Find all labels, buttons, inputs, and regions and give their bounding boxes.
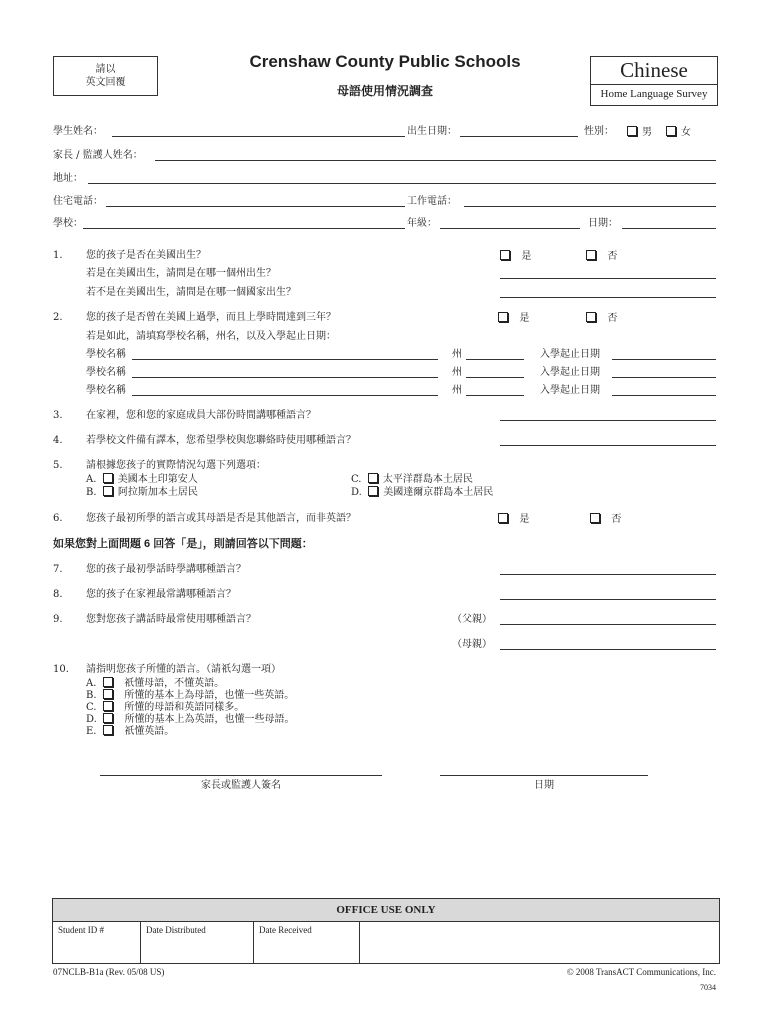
q2-state-input-1[interactable] — [466, 359, 524, 360]
option-text: 所懂的母語和英語同樣多。 — [124, 702, 245, 713]
q8-text: 您的孩子在家裡最常講哪種語言？ — [86, 589, 236, 600]
option-text: 阿拉斯加本土居民 — [117, 487, 198, 498]
no-label: 否 — [607, 251, 618, 262]
q7-text: 您的孩子最初學話時學講哪種語言？ — [86, 564, 246, 575]
yes-label: 是 — [521, 251, 532, 262]
checkbox-icon — [498, 513, 508, 523]
checkbox-icon — [498, 312, 508, 322]
q6-number: 6. — [53, 513, 63, 524]
q7-number: 7. — [53, 564, 63, 575]
checkbox-icon — [666, 126, 676, 136]
q5-option-d[interactable] — [351, 486, 493, 499]
address-input[interactable] — [88, 183, 716, 184]
q3-number: 3. — [53, 410, 63, 421]
q5-option-a[interactable] — [86, 473, 198, 486]
q4-number: 4. — [53, 435, 63, 446]
date-distributed-label: Date Distributed — [146, 925, 206, 935]
student-id-cell[interactable] — [53, 922, 141, 963]
q2-sub: 若是如此，請填寫學校名稱，州名，以及入學起止日期： — [86, 331, 336, 342]
office-use-box — [52, 898, 720, 964]
gender-male-option[interactable] — [627, 126, 652, 139]
checkbox-icon — [103, 701, 113, 711]
q1-yes-option[interactable] — [500, 250, 531, 263]
home-phone-label: 住宅電話： — [53, 196, 103, 207]
signature-date-line[interactable] — [440, 775, 648, 776]
q9-mother-label: （母親） — [452, 639, 492, 650]
q2-school-label: 學校名稱 — [86, 367, 126, 378]
checkbox-icon — [103, 713, 113, 723]
q2-state-label: 州 — [452, 367, 462, 378]
survey-title-en: Home Language Survey — [600, 88, 708, 100]
q6-no-option[interactable] — [590, 513, 621, 526]
q2-state-label: 州 — [452, 385, 462, 396]
q4-text: 若學校文件備有譯本，您希望學校與您聯絡時使用哪種語言？ — [86, 435, 356, 446]
school-input[interactable] — [83, 228, 405, 229]
signature-label: 家長或監護人簽名 — [201, 780, 281, 791]
instruction-text: 如果您對上面問題 6 回答「是」，則請回答以下問題： — [53, 538, 313, 550]
date-input[interactable] — [622, 228, 716, 229]
gender-label: 性別： — [584, 126, 614, 137]
school-label: 學校： — [53, 218, 83, 229]
option-label: D. — [86, 714, 97, 725]
q10-text: 請指明您孩子所懂的語言。（請祇勾選一項） — [86, 664, 281, 675]
q6-yes-option[interactable] — [498, 513, 529, 526]
checkbox-icon — [586, 250, 596, 260]
q4-input[interactable] — [500, 445, 716, 446]
home-phone-input[interactable] — [106, 206, 405, 207]
option-label: D. — [351, 487, 362, 498]
language-box — [590, 56, 718, 106]
q9-father-input[interactable] — [500, 624, 716, 625]
option-text: 美國本土印第安人 — [117, 474, 198, 485]
q9-mother-input[interactable] — [500, 649, 716, 650]
option-text: 太平洋群島本土居民 — [382, 474, 473, 485]
gender-female-option[interactable] — [666, 126, 691, 139]
q2-yes-option[interactable] — [498, 312, 529, 325]
q2-number: 2. — [53, 312, 63, 323]
q2-dates-label: 入學起止日期 — [540, 349, 600, 360]
option-label: E. — [86, 726, 97, 737]
page-code: 7034 — [700, 983, 716, 992]
student-id-label: Student ID # — [58, 925, 104, 935]
option-label: C. — [351, 474, 362, 485]
q2-school-input-3[interactable] — [132, 395, 438, 396]
q9-father-label: （父親） — [452, 614, 492, 625]
q1-no-option[interactable] — [586, 250, 617, 263]
address-label: 地址： — [53, 173, 83, 184]
q3-text: 在家裡，您和您的家庭成員大部份時間講哪種語言？ — [86, 410, 316, 421]
q5-text: 請根據您孩子的實際情況勾選下列選項： — [86, 460, 266, 471]
female-label: 女 — [681, 127, 691, 138]
checkbox-icon — [103, 473, 113, 483]
q9-text: 您對您孩子講話時最常使用哪種語言？ — [86, 614, 256, 625]
signature-line[interactable] — [100, 775, 382, 776]
option-label: B. — [86, 690, 97, 701]
q1-number: 1. — [53, 250, 63, 261]
q5-option-b[interactable] — [86, 486, 198, 499]
q5-option-c[interactable] — [351, 473, 473, 486]
yes-label: 是 — [519, 514, 530, 525]
q2-no-option[interactable] — [586, 312, 617, 325]
male-label: 男 — [642, 127, 652, 138]
checkbox-icon — [590, 513, 600, 523]
q2-state-input-3[interactable] — [466, 395, 524, 396]
guardian-label: 家長 / 監護人姓名： — [53, 150, 143, 161]
q2-dates-label: 入學起止日期 — [540, 367, 600, 378]
q1-state-input[interactable] — [500, 278, 716, 279]
grade-label: 年級： — [407, 218, 437, 229]
option-text: 祇懂英語。 — [124, 726, 175, 737]
signature-date-label: 日期 — [534, 780, 554, 791]
q9-number: 9. — [53, 614, 63, 625]
checkbox-icon — [103, 689, 113, 699]
q2-state-input-2[interactable] — [466, 377, 524, 378]
date-distributed-cell[interactable] — [141, 922, 254, 963]
q8-number: 8. — [53, 589, 63, 600]
no-label: 否 — [611, 514, 622, 525]
birth-date-input[interactable] — [460, 136, 578, 137]
school-title: Crenshaw County Public Schools — [249, 52, 521, 71]
option-label: A. — [86, 678, 97, 689]
option-label: C. — [86, 702, 97, 713]
q1-text: 您的孩子是否在美國出生？ — [86, 250, 206, 261]
office-notes-cell[interactable] — [360, 922, 719, 963]
q1-sub1: 若是在美國出生，請問是在哪一個州出生？ — [86, 268, 276, 279]
option-text: 所懂的基本上為母語，也懂一些英語。 — [124, 690, 295, 701]
student-name-input[interactable] — [112, 136, 405, 137]
checkbox-icon — [627, 126, 637, 136]
survey-title-cn: 母語使用情況調查 — [336, 84, 433, 98]
form-code: 07NCLB-B1a (Rev. 05/08 US) — [53, 967, 165, 977]
q1-sub2: 若不是在美國出生，請問是在哪一個國家出生？ — [86, 287, 296, 298]
reply-line-2: 英文回覆 — [85, 77, 126, 88]
q2-school-label: 學校名稱 — [86, 349, 126, 360]
q2-dates-input-3[interactable] — [612, 395, 716, 396]
option-text: 所懂的基本上為英語，也懂一些母語。 — [124, 714, 295, 725]
reply-line-1: 請以 — [95, 64, 116, 75]
office-use-title: OFFICE USE ONLY — [53, 899, 719, 922]
option-text: 祇懂母語，不懂英語。 — [124, 678, 225, 689]
checkbox-icon — [368, 486, 378, 496]
option-label: A. — [86, 474, 97, 485]
yes-label: 是 — [519, 313, 530, 324]
q2-dates-input-2[interactable] — [612, 377, 716, 378]
reply-in-english-box — [53, 56, 158, 96]
work-phone-input[interactable] — [464, 206, 716, 207]
checkbox-icon — [586, 312, 596, 322]
option-label: B. — [86, 487, 97, 498]
q6-text: 您孩子最初所學的語言或其母語是否是其他語言，而非英語？ — [86, 513, 356, 524]
q5-number: 5. — [53, 460, 63, 471]
q2-school-input-2[interactable] — [132, 377, 438, 378]
student-name-label: 學生姓名： — [53, 126, 103, 137]
checkbox-icon — [103, 486, 113, 496]
checkbox-icon — [103, 677, 113, 687]
guardian-input[interactable] — [155, 160, 716, 161]
q10-option-e[interactable] — [86, 725, 174, 738]
q2-school-label: 學校名稱 — [86, 385, 126, 396]
grade-input[interactable] — [440, 228, 580, 229]
language-label: Chinese — [591, 57, 717, 85]
date-received-label: Date Received — [259, 925, 312, 935]
q2-dates-label: 入學起止日期 — [540, 385, 600, 396]
q1-country-input[interactable] — [500, 297, 716, 298]
q2-state-label: 州 — [452, 349, 462, 360]
q10-number: 10. — [53, 664, 69, 675]
checkbox-icon — [500, 250, 510, 260]
q7-input[interactable] — [500, 574, 716, 575]
checkbox-icon — [368, 473, 378, 483]
date-received-cell[interactable] — [254, 922, 360, 963]
date-label: 日期： — [588, 218, 618, 229]
work-phone-label: 工作電話： — [407, 196, 457, 207]
q2-school-input-1[interactable] — [132, 359, 438, 360]
q3-input[interactable] — [500, 420, 716, 421]
q8-input[interactable] — [500, 599, 716, 600]
q2-text: 您的孩子是否曾在美國上過學，而且上學時間達到三年？ — [86, 312, 336, 323]
birth-date-label: 出生日期： — [407, 126, 457, 137]
option-text: 美國達爾京群島本土居民 — [383, 487, 494, 498]
copyright: © 2008 TransACT Communications, Inc. — [566, 967, 716, 977]
checkbox-icon — [103, 725, 113, 735]
no-label: 否 — [607, 313, 618, 324]
q2-dates-input-1[interactable] — [612, 359, 716, 360]
